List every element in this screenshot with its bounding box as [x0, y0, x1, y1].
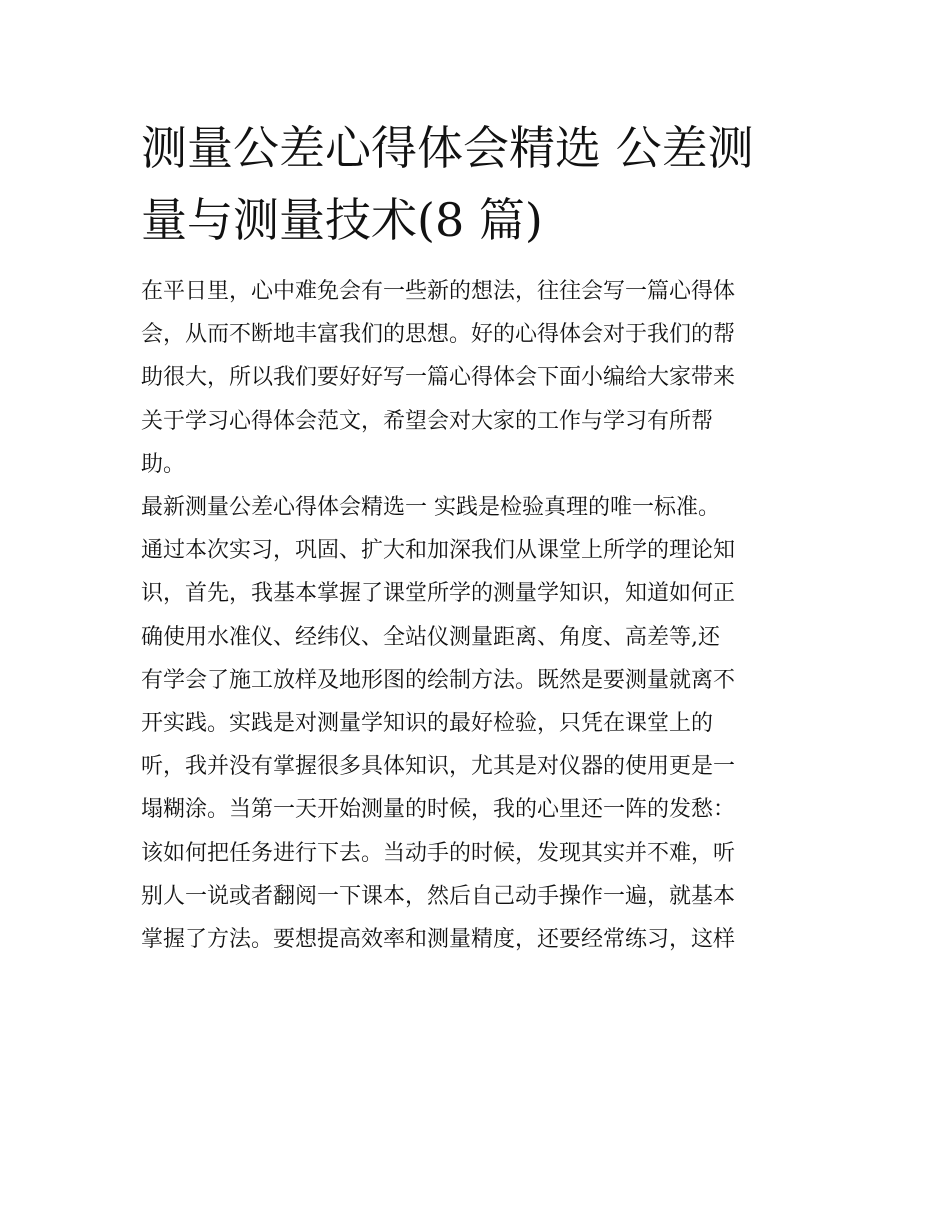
text-line: 掌握了方法。要想提高效率和测量精度，还要经常练习，这样	[141, 927, 736, 953]
text-line: 有学会了施工放样及地形图的绘制方法。既然是要测量就离不	[141, 667, 736, 693]
text-line: 识，首先，我基本掌握了课堂所学的测量学知识，知道如何正	[141, 581, 736, 607]
text-line: 在平日里，心中难免会有一些新的想法，往往会写一篇心得体	[141, 279, 736, 304]
title-line: 量与测量技术(8 篇)	[141, 193, 543, 247]
text-line: 确使用水准仪、经纬仪、全站仪测量距离、角度、高差等,还	[141, 624, 720, 650]
text-line: 关于学习心得体会范文，希望会对大家的工作与学习有所帮	[141, 408, 714, 434]
document-body	[141, 270, 813, 961]
text-line: 助。	[141, 451, 186, 477]
text-line: 塌糊涂。当第一天开始测量的时候，我的心里还一阵的发愁：	[141, 797, 736, 823]
text-line: 开实践。实践是对测量学知识的最好检验，只凭在课堂上的	[141, 711, 714, 737]
text-line: 该如何把任务进行下去。当动手的时候，发现其实并不难，听	[141, 840, 736, 866]
text-line: 通过本次实习，巩固、扩大和加深我们从课堂上所学的理论知	[141, 538, 736, 564]
document-content	[141, 112, 813, 961]
text-line: 听，我并没有掌握很多具体知识，尤其是对仪器的使用更是一	[141, 754, 736, 780]
title-line: 测量公差心得体会精选 公差测	[141, 121, 754, 175]
text-line: 会，从而不断地丰富我们的思想。好的心得体会对于我们的帮	[141, 322, 736, 348]
text-line: 助很大，所以我们要好好写一篇心得体会下面小编给大家带来	[141, 365, 736, 391]
text-line: 别人一说或者翻阅一下课本，然后自己动手操作一遍，就基本	[141, 883, 736, 909]
document-title	[141, 112, 813, 256]
text-line: 最新测量公差心得体会精选一 实践是检验真理的唯一标准。	[141, 495, 720, 521]
